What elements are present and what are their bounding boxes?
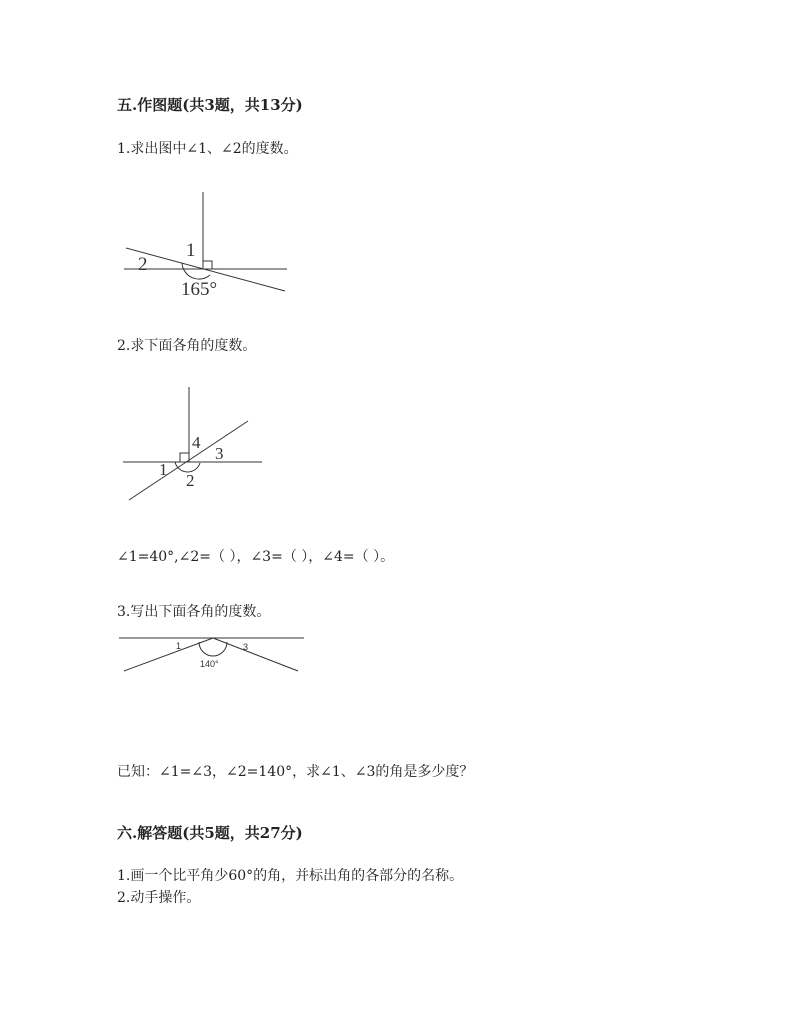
fig2-label-1: 1: [159, 460, 168, 479]
fig3-right-line: [213, 638, 298, 671]
q3-given: 已知：∠1=∠3，∠2=140°，求∠1、∠3的角是多少度？: [117, 764, 474, 780]
fig2-label-4: 4: [192, 433, 201, 452]
q1-prompt: 1.求出图中∠1、∠2的度数。: [117, 141, 298, 157]
fig1-angle-arc: [182, 263, 210, 279]
section5-heading: 五.作图题(共3题，共13分): [117, 96, 303, 114]
q3-prompt: 3.写出下面各角的度数。: [117, 604, 271, 620]
fig1-right-angle-mark: [203, 261, 212, 269]
fig1-label-1: 1: [186, 240, 196, 261]
fig3-angle-arc: [199, 642, 227, 656]
section6-heading: 六.解答题(共5题，共27分): [117, 824, 303, 842]
fig3-label-3: 3: [243, 642, 249, 652]
q2-answer-line: ∠1=40°,∠2=（ ），∠3=（ ），∠4=（ ）。: [117, 549, 395, 565]
fig2-label-2: 2: [186, 471, 195, 490]
fig3-label-1: 1: [176, 641, 182, 651]
s6-q2: 2.动手操作。: [117, 890, 201, 906]
fig2-label-3: 3: [215, 444, 224, 463]
fig1-angle-label: 165°: [181, 279, 218, 300]
q2-prompt: 2.求下面各角的度数。: [117, 338, 257, 354]
fig1-label-2: 2: [138, 254, 148, 275]
figure-1: [124, 192, 287, 291]
s6-q1: 1.画一个比平角少60°的角，并标出角的各部分的名称。: [117, 868, 464, 884]
fig3-angle-label: 140°: [200, 659, 219, 669]
